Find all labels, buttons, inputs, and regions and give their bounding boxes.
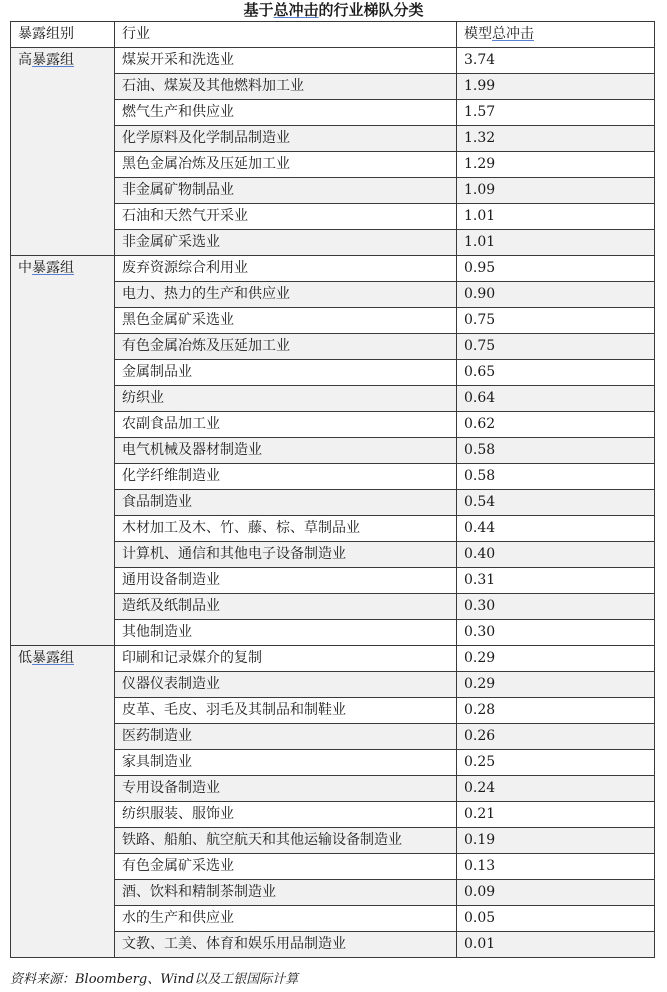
industry-cell: 黑色金属矿采选业 — [115, 308, 457, 334]
value-cell: 0.13 — [457, 854, 655, 880]
group-underlined: 暴露组 — [32, 650, 74, 666]
value-cell: 0.24 — [457, 776, 655, 802]
industry-cell: 其他制造业 — [115, 620, 457, 646]
industry-cell: 印刷和记录媒介的复制 — [115, 646, 457, 672]
header-industry: 行业 — [115, 22, 457, 48]
value-cell: 1.29 — [457, 152, 655, 178]
group-cell — [11, 48, 115, 256]
industry-cell: 家具制造业 — [115, 750, 457, 776]
industry-cell: 有色金属矿采选业 — [115, 854, 457, 880]
group-cell — [11, 646, 115, 958]
value-cell: 0.75 — [457, 334, 655, 360]
group-prefix: 高 — [18, 52, 32, 68]
industry-cell: 非金属矿采选业 — [115, 230, 457, 256]
industry-tier-table — [10, 21, 655, 958]
industry-cell: 燃气生产和供应业 — [115, 100, 457, 126]
industry-cell: 石油、煤炭及其他燃料加工业 — [115, 74, 457, 100]
table-row — [11, 48, 655, 74]
value-cell: 0.05 — [457, 906, 655, 932]
industry-cell: 水的生产和供应业 — [115, 906, 457, 932]
title-prefix: 基于 — [243, 1, 274, 19]
value-cell: 3.74 — [457, 48, 655, 74]
value-cell: 0.30 — [457, 620, 655, 646]
industry-cell: 非金属矿物制品业 — [115, 178, 457, 204]
value-cell: 1.57 — [457, 100, 655, 126]
industry-cell: 医药制造业 — [115, 724, 457, 750]
industry-cell: 计算机、通信和其他电子设备制造业 — [115, 542, 457, 568]
value-cell: 0.31 — [457, 568, 655, 594]
industry-cell: 黑色金属冶炼及压延加工业 — [115, 152, 457, 178]
value-cell: 0.30 — [457, 594, 655, 620]
industry-cell: 化学纤维制造业 — [115, 464, 457, 490]
industry-cell: 农副食品加工业 — [115, 412, 457, 438]
header-value — [457, 22, 655, 48]
industry-cell: 纺织业 — [115, 386, 457, 412]
value-cell: 0.64 — [457, 386, 655, 412]
industry-cell: 通用设备制造业 — [115, 568, 457, 594]
value-cell: 0.19 — [457, 828, 655, 854]
industry-cell: 有色金属冶炼及压延加工业 — [115, 334, 457, 360]
industry-cell: 电力、热力的生产和供应业 — [115, 282, 457, 308]
industry-cell: 纺织服装、服饰业 — [115, 802, 457, 828]
value-cell: 1.32 — [457, 126, 655, 152]
industry-cell: 文教、工美、体育和娱乐用品制造业 — [115, 932, 457, 958]
value-cell: 0.58 — [457, 438, 655, 464]
value-cell: 0.95 — [457, 256, 655, 282]
value-cell: 0.75 — [457, 308, 655, 334]
industry-cell: 金属制品业 — [115, 360, 457, 386]
header-value-prefix: 模型 — [464, 26, 492, 42]
value-cell: 0.26 — [457, 724, 655, 750]
industry-cell: 造纸及纸制品业 — [115, 594, 457, 620]
header-group: 暴露组别 — [11, 22, 115, 48]
value-cell: 0.21 — [457, 802, 655, 828]
industry-cell: 石油和天然气开采业 — [115, 204, 457, 230]
group-underlined: 暴露组 — [32, 52, 74, 68]
value-cell: 0.01 — [457, 932, 655, 958]
title-underlined-term: 总冲击 — [273, 1, 319, 19]
value-cell: 0.29 — [457, 672, 655, 698]
industry-cell: 专用设备制造业 — [115, 776, 457, 802]
header-value-underlined: 总冲击 — [492, 26, 534, 42]
table-row — [11, 256, 655, 282]
value-cell: 0.25 — [457, 750, 655, 776]
industry-cell: 皮革、毛皮、羽毛及其制品和制鞋业 — [115, 698, 457, 724]
value-cell: 0.65 — [457, 360, 655, 386]
value-cell: 1.09 — [457, 178, 655, 204]
industry-cell: 仪器仪表制造业 — [115, 672, 457, 698]
header-row — [11, 22, 655, 48]
industry-cell: 废弃资源综合利用业 — [115, 256, 457, 282]
table-row — [11, 646, 655, 672]
industry-cell: 木材加工及木、竹、藤、棕、草制品业 — [115, 516, 457, 542]
group-cell — [11, 256, 115, 646]
industry-cell: 铁路、船舶、航空航天和其他运输设备制造业 — [115, 828, 457, 854]
value-cell: 0.44 — [457, 516, 655, 542]
value-cell: 0.58 — [457, 464, 655, 490]
value-cell: 0.28 — [457, 698, 655, 724]
industry-cell: 煤炭开采和洗选业 — [115, 48, 457, 74]
value-cell: 0.40 — [457, 542, 655, 568]
value-cell: 0.09 — [457, 880, 655, 906]
value-cell: 1.99 — [457, 74, 655, 100]
industry-cell: 化学原料及化学制品制造业 — [115, 126, 457, 152]
value-cell: 1.01 — [457, 204, 655, 230]
industry-cell: 电气机械及器材制造业 — [115, 438, 457, 464]
value-cell: 0.29 — [457, 646, 655, 672]
table-body — [11, 48, 655, 958]
group-prefix: 中 — [18, 260, 32, 276]
industry-cell: 食品制造业 — [115, 490, 457, 516]
group-underlined: 暴露组 — [32, 260, 74, 276]
value-cell: 1.01 — [457, 230, 655, 256]
value-cell: 0.90 — [457, 282, 655, 308]
value-cell: 0.62 — [457, 412, 655, 438]
industry-cell: 酒、饮料和精制茶制造业 — [115, 880, 457, 906]
table-title — [0, 0, 667, 20]
title-suffix: 的行业梯队分类 — [318, 1, 424, 19]
value-cell: 0.54 — [457, 490, 655, 516]
group-prefix: 低 — [18, 650, 32, 666]
source-note: 资料来源：Bloomberg、Wind以及工银国际计算 — [10, 972, 299, 987]
